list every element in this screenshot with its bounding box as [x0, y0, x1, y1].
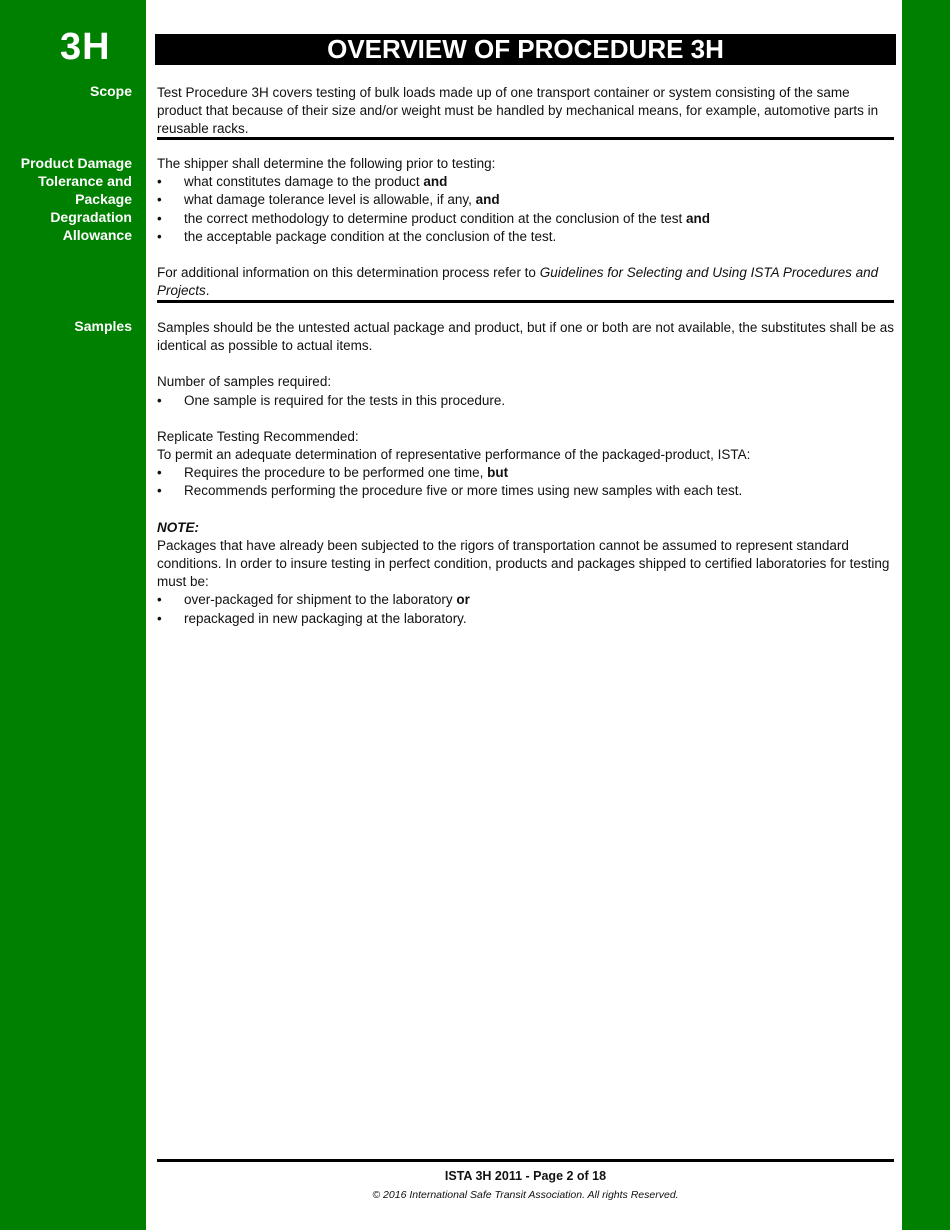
samples-section — [157, 319, 895, 628]
footer-divider — [157, 1159, 894, 1162]
right-green-margin — [902, 0, 950, 1230]
damage-info: For additional information on this determination process refer to Guidelines for Selecting and Using ISTA Procedures and Projects. — [157, 265, 879, 299]
list-item: • One sample is required for the tests in this procedure. — [157, 392, 895, 410]
num-samples-heading: Number of samples required: — [157, 374, 332, 390]
replicate-intro: To permit an adequate determination of representative performance of the packaged-product, ISTA: — [157, 447, 751, 463]
note-text: Packages that have already been subjected to the rigors of transportation cannot be assumed to represent standard conditions. In order to insure testing in perfect condition, products and packages shipped to certified laboratories for testing must be: — [157, 537, 890, 590]
procedure-code: 3H — [60, 26, 111, 68]
list-item: • the acceptable package condition at the conclusion of the test. — [157, 228, 895, 246]
damage-intro: The shipper shall determine the following prior to testing: — [157, 156, 496, 171]
footer-page-number: ISTA 3H 2011 - Page 2 of 18 — [444, 1169, 607, 1183]
scope-text: Test Procedure 3H covers testing of bulk loads made up of one transport container or system consisting of the same product that because of their size and/or weight must be handled by mechanical means, for example, automotive parts in reusable racks. — [157, 85, 879, 137]
footer-copyright: © 2016 International Safe Transit Association. All rights Reserved. — [372, 1189, 679, 1201]
list-item: • Recommends performing the procedure five or more times using new samples with each test. — [157, 482, 895, 500]
list-item: • what damage tolerance level is allowable, if any, and — [157, 191, 895, 209]
replicate-heading: Replicate Testing Recommended: — [157, 428, 359, 444]
section-divider — [157, 137, 894, 140]
product-damage-label: Product Damage Tolerance and Package Degradation Allowance — [20, 155, 132, 243]
guidelines-reference: Guidelines for Selecting and Using ISTA Procedures and Projects — [157, 265, 879, 299]
samples-label: Samples — [74, 318, 132, 334]
scope-label: Scope — [89, 83, 132, 99]
list-item: • the correct methodology to determine product condition at the conclusion of the test and — [157, 210, 895, 228]
note-label: NOTE: — [157, 519, 199, 535]
list-item: • over-packaged for shipment to the laboratory or — [157, 591, 895, 609]
samples-text: Samples should be the untested actual package and product, but if one or both are not available, the substitutes shall be as identical as possible to actual items. — [157, 320, 894, 354]
scope-section — [157, 84, 895, 139]
section-divider — [157, 300, 894, 303]
list-item: • what constitutes damage to the product and — [157, 173, 895, 191]
damage-bullet-list — [157, 173, 895, 246]
list-item: • Requires the procedure to be performed one time, but — [157, 464, 895, 482]
list-item: • repackaged in new packaging at the laboratory. — [157, 610, 895, 628]
damage-section — [157, 155, 895, 300]
page-title: OVERVIEW OF PROCEDURE 3H — [155, 34, 896, 65]
